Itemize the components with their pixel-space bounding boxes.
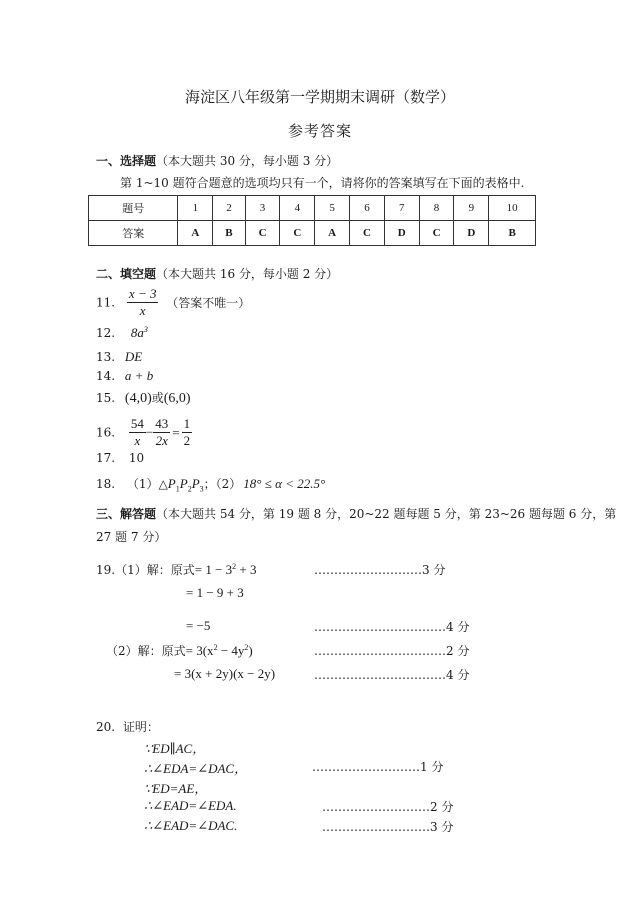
q19-step1: = 1 − 3	[194, 562, 233, 577]
q19-number: 19.	[96, 563, 116, 577]
table-cell: 1	[178, 196, 213, 221]
q16-denominator-1: x	[129, 432, 146, 449]
q16-minus: −	[145, 424, 154, 440]
q19-score-2: ……………………………4 分	[314, 620, 470, 634]
q16	[96, 416, 192, 449]
q19-line1	[96, 561, 257, 578]
q11-numerator: x − 3	[128, 286, 157, 301]
q19-step5: = 3(x + 2y)(x − 2y)	[174, 666, 276, 681]
section3-note: （本大题共 54 分，第 19 题 8 分，20~22 题每题 5 分，第 23~26 题每题 6 分，第	[156, 507, 617, 521]
table-cell: 10	[489, 196, 536, 221]
table-cell: B	[489, 221, 536, 246]
q11-remark: （答案不唯一）	[166, 296, 251, 310]
table-cell: C	[280, 221, 315, 246]
q18-point: P	[191, 476, 200, 491]
q11-denominator: x	[127, 302, 159, 319]
row-label-answer: 答案	[89, 221, 178, 246]
q17	[96, 451, 144, 465]
q19-step2: = 1 − 9 + 3	[186, 585, 244, 600]
q20-number: 20.	[96, 720, 116, 734]
table-cell: 4	[280, 196, 315, 221]
q18	[96, 475, 325, 493]
q20-score-3: ………………………3 分	[322, 820, 454, 834]
q16-numerator-3: 1	[183, 416, 191, 431]
q19-score-4: ……………………………4 分	[314, 668, 470, 682]
table-cell: 7	[384, 196, 419, 221]
q16-fraction-2	[153, 416, 170, 449]
table-cell: A	[178, 221, 213, 246]
row-label-number: 题号	[89, 196, 178, 221]
q19-part1-label: （1）解：原式	[115, 563, 195, 577]
q16-fraction-3	[182, 416, 193, 449]
q16-number: 16.	[96, 425, 116, 440]
q19-step4-exp2: 2	[244, 643, 249, 652]
q11-fraction	[127, 286, 159, 319]
q16-denominator-3: 2	[183, 433, 191, 448]
q19-step4-tail: )	[248, 643, 253, 658]
section1-heading: 一、选择题	[96, 154, 157, 168]
q18-point: P	[179, 476, 188, 491]
q15-point-a: (4,0)	[124, 391, 152, 406]
q18-point: P	[167, 476, 176, 491]
q18-sub2: 2	[187, 484, 192, 494]
section1-note: （本大题共 30 分，每小题 3 分）	[156, 154, 339, 168]
q20-step1: ∵ED∥AC，	[144, 741, 206, 756]
table-cell: 6	[350, 196, 385, 221]
q16-numerator-2: 43	[155, 416, 169, 431]
q20-score-2: ………………………2 分	[322, 800, 454, 814]
table-cell: D	[454, 221, 489, 246]
table-cell: 8	[419, 196, 454, 221]
table-cell: C	[245, 221, 280, 246]
q19-score-1: ………………………3 分	[314, 563, 446, 577]
q18-part1: （1）	[126, 477, 159, 491]
q19-step3: = −5	[186, 618, 211, 633]
table-cell: A	[315, 221, 350, 246]
q19-step1-exp: 2	[232, 562, 237, 571]
q15-or: 或	[151, 391, 164, 405]
q11-number: 11.	[96, 295, 116, 310]
table-cell: 2	[213, 196, 245, 221]
section1-header	[96, 152, 338, 169]
q18-number: 18.	[96, 477, 116, 491]
q14-number: 14.	[96, 369, 116, 383]
table-cell: 5	[315, 196, 350, 221]
q18-part2: ；（2）	[203, 477, 242, 491]
table-row-answers	[89, 221, 536, 246]
q20-step3: ∵ED=AE，	[144, 781, 208, 796]
q15-point-b: (6,0)	[163, 391, 191, 406]
table-cell: 9	[454, 196, 489, 221]
q11	[96, 286, 250, 319]
q17-number: 17.	[96, 451, 116, 465]
table-cell: D	[384, 221, 419, 246]
q20-step5: ∴∠EAD=∠DAC.	[144, 818, 238, 833]
section3-note-cont: 27 题 7 分）	[96, 530, 167, 544]
page-title: 海淀区八年级第一学期期末调研（数学）	[184, 88, 455, 106]
section2-note: （本大题共 16 分，每小题 2 分）	[156, 267, 339, 281]
section1-instruction: 第 1~10 题符合题意的选项均只有一个，请将你的答案填写在下面的表格中.	[120, 176, 525, 190]
q20-label: 证明：	[122, 720, 159, 734]
q19-step4: = 3(x	[185, 643, 214, 658]
q19-step4-mid: − 4y	[217, 643, 245, 658]
q19-step1-tail: + 3	[236, 562, 257, 577]
q18-sub1: 1	[175, 484, 180, 494]
q19-score-3: ……………………………2 分	[314, 644, 470, 658]
table-cell: C	[350, 221, 385, 246]
table-row-numbers	[89, 196, 536, 221]
q14-expr: a + b	[124, 368, 154, 383]
section3-heading: 三、解答题	[96, 507, 157, 521]
q16-numerator-1: 54	[130, 416, 144, 431]
section2-heading: 二、填空题	[96, 267, 157, 281]
q16-fraction-1	[129, 416, 146, 449]
q20-step4: ∴∠EAD=∠EDA.	[144, 798, 237, 813]
q20-step2: ∴∠EDA=∠DAC，	[144, 761, 248, 776]
q16-equals: =	[172, 424, 180, 440]
q20-header	[96, 718, 159, 735]
table-cell: C	[419, 221, 454, 246]
table-cell: B	[213, 221, 245, 246]
q12	[96, 325, 148, 341]
section3-header	[96, 505, 616, 522]
answer-table	[88, 195, 536, 246]
q19-step4-exp1: 2	[213, 643, 218, 652]
section2-header	[96, 265, 338, 282]
q18-sub3: 3	[199, 484, 204, 494]
q19-part2-label: （2）解：原式	[106, 644, 186, 658]
q13	[96, 349, 142, 365]
q17-expr: 10	[128, 451, 145, 465]
q16-denominator-2: 2x	[153, 432, 170, 449]
page-subtitle: 参考答案	[287, 122, 352, 140]
q12-number: 12.	[96, 326, 116, 340]
q19-line4	[106, 642, 253, 659]
q20-score-1: ………………………1 分	[312, 760, 444, 774]
q13-number: 13.	[96, 350, 116, 364]
q14	[96, 368, 153, 384]
q15-number: 15.	[96, 391, 116, 405]
table-cell: 3	[245, 196, 280, 221]
triangle-symbol: △	[158, 477, 168, 491]
q12-expr: 8a	[130, 325, 144, 340]
q15	[96, 389, 191, 407]
q18-range: 18° ≤ α < 22.5°	[243, 476, 326, 491]
q13-expr: DE	[124, 349, 143, 364]
q12-exponent: 3	[143, 325, 148, 334]
